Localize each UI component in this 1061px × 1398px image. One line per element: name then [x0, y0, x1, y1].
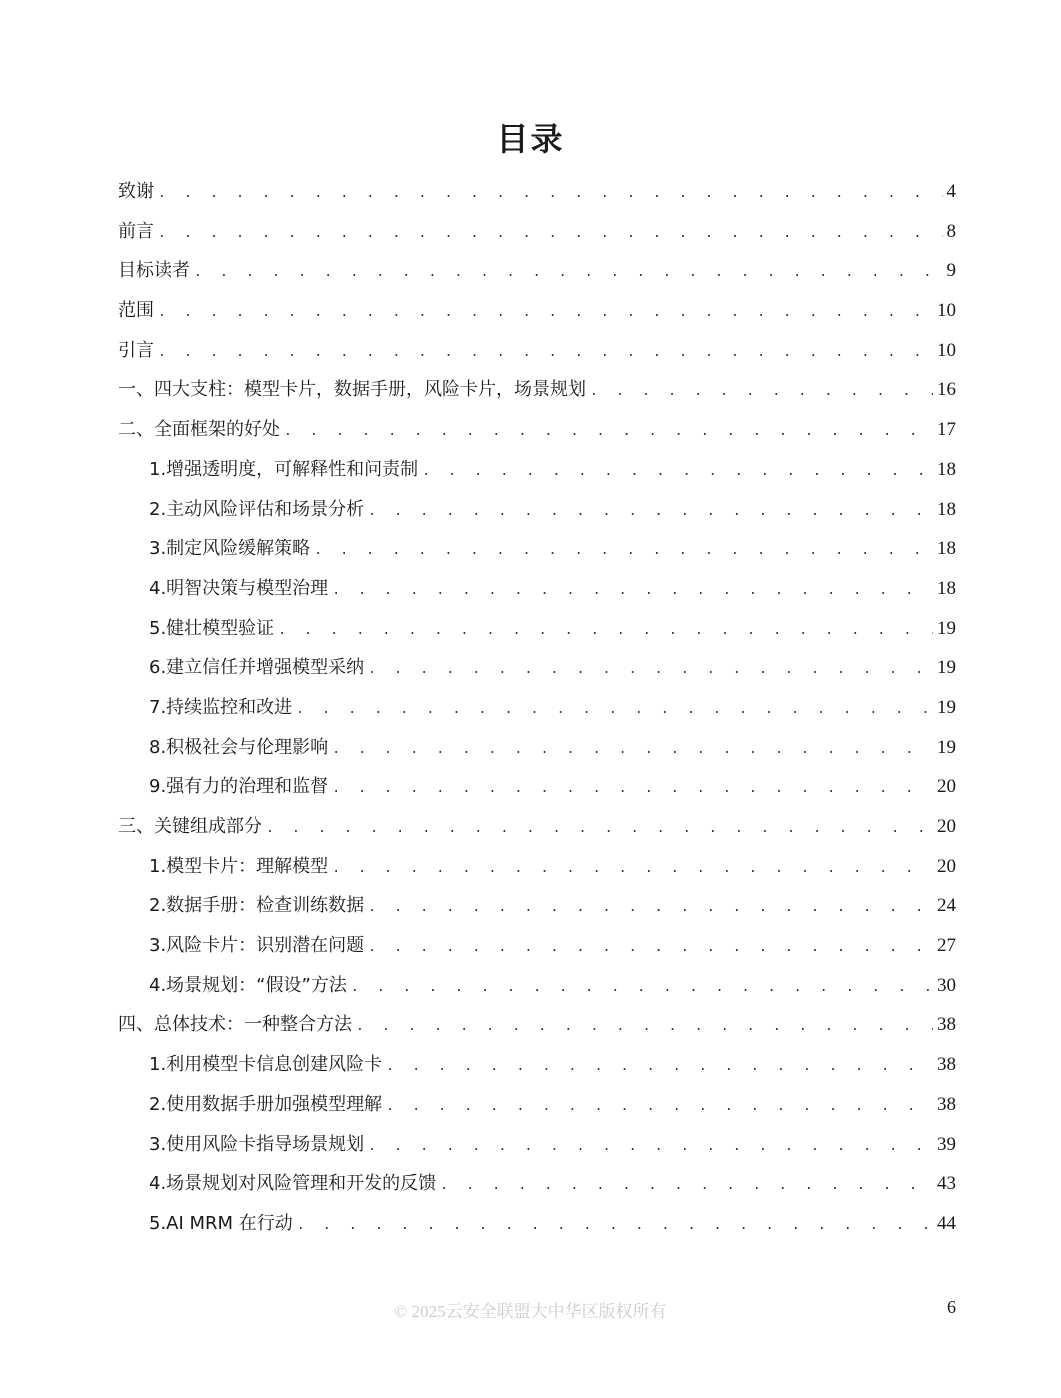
toc-entry-label: 一、四大支柱：模型卡片，数据手册，风险卡片，场景规划: [118, 379, 586, 401]
toc-entry-label: 9.强有力的治理和监督: [149, 776, 329, 798]
toc-entry-label: 8.积极社会与伦理影响: [149, 736, 329, 758]
toc-dot-leader: [278, 611, 933, 651]
toc-entry-page-number: 30: [937, 974, 956, 996]
toc-entry[interactable]: [118, 767, 956, 807]
toc-entry[interactable]: [118, 1204, 956, 1244]
toc-entry-label: 2.主动风险评估和场景分析: [149, 498, 365, 520]
toc-entry-label: 引言: [118, 339, 154, 361]
toc-dot-leader: [368, 492, 933, 532]
page-title: 目录: [496, 120, 565, 158]
toc-entry[interactable]: [118, 410, 956, 450]
toc-entry-label: 2.使用数据手册加强模型理解: [149, 1093, 383, 1115]
toc-entry[interactable]: [118, 569, 956, 609]
toc-entry[interactable]: [118, 847, 956, 887]
footer-page-number: 6: [947, 1297, 956, 1317]
toc-entry[interactable]: [118, 886, 956, 926]
toc-entry-label: 致谢: [118, 181, 154, 202]
toc-dot-leader: [332, 571, 933, 611]
toc-dot-leader: [314, 531, 933, 571]
toc-entry-page-number: 9: [946, 260, 956, 282]
toc-entry-page-number: 16: [937, 379, 956, 401]
toc-dot-leader: [158, 333, 933, 373]
toc-dot-leader: [590, 372, 933, 412]
toc-dot-leader: [368, 650, 933, 690]
toc-entry-page-number: 27: [937, 935, 956, 957]
toc-entry-label: 4.明智决策与模型治理: [149, 577, 329, 599]
toc-dot-leader: [440, 1166, 933, 1206]
toc-entry-label: 三、关键组成部分: [118, 816, 262, 837]
toc-entry-label: 4.场景规划对风险管理和开发的反馈: [149, 1173, 437, 1195]
toc-entry-page-number: 19: [937, 657, 956, 679]
toc-entry[interactable]: [118, 1005, 956, 1045]
toc-dot-leader: [332, 769, 933, 809]
toc-dot-leader: [422, 452, 933, 492]
toc-entry-page-number: 38: [937, 1093, 956, 1115]
toc-dot-leader: [158, 174, 943, 214]
toc-entry-page-number: 17: [937, 419, 956, 441]
toc-entry[interactable]: [118, 1085, 956, 1125]
toc-entry-label: 1.模型卡片：理解模型: [149, 855, 329, 877]
toc-dot-leader: [386, 1087, 933, 1127]
toc-entry-page-number: 18: [937, 458, 956, 480]
toc-dot-leader: [266, 809, 933, 849]
toc-entry-label: 前言: [118, 220, 154, 242]
toc-entry-label: 2.数据手册：检查训练数据: [149, 895, 365, 917]
toc-entry-page-number: 18: [937, 577, 956, 599]
toc-entry-label: 3.使用风险卡指导场景规划: [149, 1133, 365, 1155]
toc-dot-leader: [368, 1127, 933, 1167]
toc-entry[interactable]: [118, 648, 956, 688]
toc-entry-label: 4.场景规划：“假设”方法: [149, 974, 347, 996]
toc-entry-page-number: 38: [937, 1014, 956, 1036]
toc-entry-page-number: 4: [946, 181, 956, 202]
toc-entry-page-number: 10: [937, 300, 956, 322]
toc-dot-leader: [332, 730, 933, 770]
toc-entry[interactable]: [118, 688, 956, 728]
toc-entry-page-number: 10: [937, 339, 956, 361]
toc-entry-page-number: 43: [937, 1173, 956, 1195]
toc-entry-page-number: 18: [937, 538, 956, 560]
toc-dot-leader: [296, 690, 933, 730]
toc-entry-page-number: 18: [937, 498, 956, 520]
toc-entry[interactable]: [118, 490, 956, 530]
toc-entry-label: 3.制定风险缓解策略: [149, 538, 311, 560]
table-of-contents: [118, 172, 956, 1244]
toc-entry[interactable]: [118, 609, 956, 649]
toc-dot-leader: [351, 968, 933, 1008]
toc-dot-leader: [368, 928, 933, 968]
toc-dot-leader: [194, 253, 943, 293]
toc-entry[interactable]: [118, 1045, 956, 1085]
toc-entry-page-number: 19: [937, 617, 956, 639]
toc-entry[interactable]: [118, 966, 956, 1006]
toc-entry[interactable]: [118, 1125, 956, 1165]
toc-entry-label: 四、总体技术：一种整合方法: [118, 1014, 352, 1036]
toc-dot-leader: [368, 888, 933, 928]
toc-entry[interactable]: [118, 450, 956, 490]
toc-entry[interactable]: [118, 291, 956, 331]
toc-entry[interactable]: [118, 251, 956, 291]
toc-dot-leader: [284, 412, 933, 452]
toc-entry[interactable]: [118, 331, 956, 371]
toc-dot-leader: [386, 1047, 933, 1087]
toc-entry[interactable]: [118, 212, 956, 252]
toc-entry-label: 5.健壮模型验证: [149, 617, 275, 639]
toc-entry[interactable]: [118, 807, 956, 847]
toc-entry-label: 5.AI MRM 在行动: [149, 1212, 293, 1234]
toc-dot-leader: [297, 1206, 933, 1246]
toc-entry[interactable]: [118, 926, 956, 966]
toc-entry-label: 1.增强透明度，可解释性和问责制: [149, 458, 419, 480]
toc-entry-page-number: 38: [937, 1054, 956, 1076]
toc-entry-label: 1.利用模型卡信息创建风险卡: [149, 1054, 383, 1076]
toc-entry-page-number: 20: [937, 855, 956, 877]
toc-entry[interactable]: [118, 1164, 956, 1204]
toc-entry-page-number: 20: [937, 776, 956, 798]
toc-entry[interactable]: [118, 728, 956, 768]
footer-copyright: © 2025云安全联盟大中华区版权所有: [394, 1302, 667, 1321]
toc-entry-label: 6.建立信任并增强模型采纳: [149, 657, 365, 679]
toc-entry-page-number: 19: [937, 696, 956, 718]
toc-entry-label: 二、全面框架的好处: [118, 419, 280, 441]
toc-entry-page-number: 19: [937, 736, 956, 758]
toc-entry-label: 7.持续监控和改进: [149, 696, 293, 718]
toc-dot-leader: [356, 1007, 933, 1047]
toc-entry-label: 范围: [118, 300, 154, 322]
toc-entry[interactable]: [118, 370, 956, 410]
toc-dot-leader: [158, 293, 933, 333]
toc-entry[interactable]: [118, 172, 956, 212]
toc-dot-leader: [158, 214, 943, 254]
toc-entry-label: 目标读者: [118, 260, 190, 282]
toc-dot-leader: [332, 849, 933, 889]
toc-entry-page-number: 8: [946, 220, 956, 242]
toc-entry-label: 3.风险卡片：识别潜在问题: [149, 935, 365, 957]
toc-entry-page-number: 24: [937, 895, 956, 917]
toc-entry-page-number: 20: [937, 816, 956, 837]
toc-entry-page-number: 39: [937, 1133, 956, 1155]
toc-entry[interactable]: [118, 529, 956, 569]
toc-entry-page-number: 44: [937, 1212, 956, 1234]
